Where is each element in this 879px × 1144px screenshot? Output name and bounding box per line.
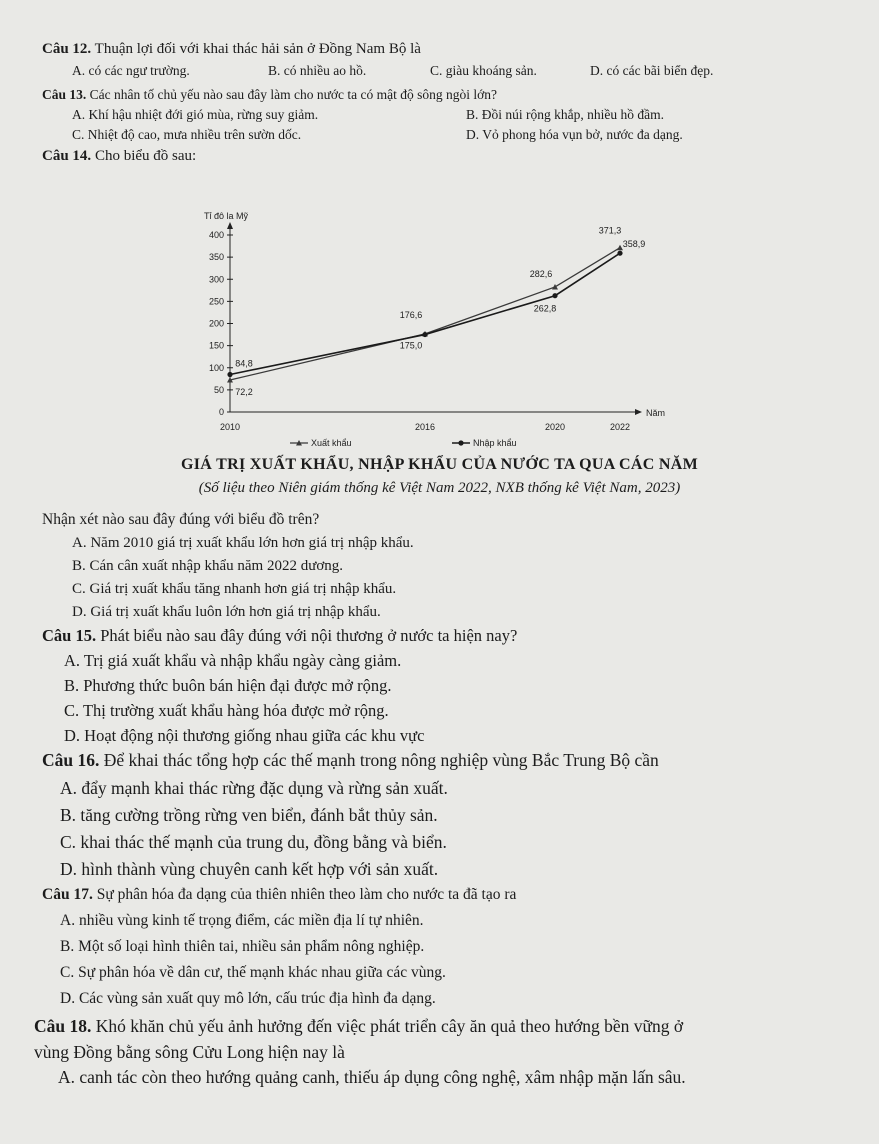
q18-stem xyxy=(34,1015,683,1037)
import-point xyxy=(552,293,557,298)
import-data-label: 175,0 xyxy=(399,340,423,351)
q15-title: Câu 15. xyxy=(42,626,97,645)
q15-option-d[interactable]: D. Hoạt động nội thương giống nhau giữa các khu vực xyxy=(64,726,425,745)
q14-title: Câu 14. xyxy=(42,148,92,164)
y-tick-label: 50 xyxy=(213,384,224,395)
q13-title: Câu 13. xyxy=(42,87,87,102)
q14-question: Nhận xét nào sau đây đúng với biểu đồ trên? xyxy=(42,511,320,528)
q17-option-b[interactable]: B. Một số loại hình thiên tai, nhiều sản phẩm nông nghiệp. xyxy=(60,938,425,955)
y-tick-label: 0 xyxy=(218,407,224,417)
q14-stem xyxy=(42,147,196,165)
q12-option-d[interactable]: D. có các bãi biển đẹp. xyxy=(590,63,714,78)
legend-import-label: Nhập khẩu xyxy=(473,438,517,448)
q15-stem xyxy=(42,626,517,646)
x-tick-label: 2022 xyxy=(609,422,631,432)
q13-option-c[interactable]: C. Nhiệt độ cao, mưa nhiều trên sườn dốc. xyxy=(72,127,302,142)
q15-text: Phát biểu nào sau đây đúng với nội thương ở nước ta hiện nay? xyxy=(100,626,518,645)
q17-option-c[interactable]: C. Sự phân hóa về dân cư, thế mạnh khác nhau giữa các vùng. xyxy=(60,964,446,981)
legend-import-marker xyxy=(458,440,463,445)
q16-option-d[interactable]: D. hình thành vùng chuyên canh kết hợp với sản xuất. xyxy=(60,859,439,879)
q15-option-c[interactable]: C. Thị trường xuất khẩu hàng hóa được mở rộng. xyxy=(64,701,389,720)
q18-text-1: Khó khăn chủ yếu ảnh hưởng đến việc phát triển cây ăn quả theo hướng bền vững ở xyxy=(95,1016,684,1036)
q17-title: Câu 17. xyxy=(42,886,93,903)
import-point xyxy=(422,332,427,337)
q16-stem xyxy=(42,749,659,771)
y-axis-arrow xyxy=(227,222,233,229)
q12-title: Câu 12. xyxy=(42,41,92,57)
q12-text: Thuận lợi đối với khai thác hải sản ở Đồng Nam Bộ là xyxy=(94,41,421,57)
y-tick-label: 150 xyxy=(208,340,224,351)
import-data-label: 84,8 xyxy=(235,358,253,369)
q13-stem xyxy=(42,86,497,104)
export-data-label: 371,3 xyxy=(598,225,622,236)
x-tick-label: 2016 xyxy=(414,422,436,432)
import-series-line xyxy=(230,253,620,374)
import-data-label: 358,9 xyxy=(622,239,646,250)
q16-option-c[interactable]: C. khai thác thế mạnh của trung du, đồng bằng và biển. xyxy=(60,832,447,852)
x-tick-label: 2020 xyxy=(544,422,566,432)
legend-export-label: Xuất khẩu xyxy=(311,438,352,448)
chart-source: (Số liệu theo Niên giám thống kê Việt Nam 2022, NXB thống kê Việt Nam, 2023) xyxy=(198,480,681,496)
q14-text: Cho biểu đồ sau: xyxy=(94,148,197,164)
q12-stem xyxy=(42,40,421,58)
q14-option-d[interactable]: D. Giá trị xuất khẩu luôn lớn hơn giá trị nhập khẩu. xyxy=(72,604,381,620)
chart-title: GIÁ TRỊ XUẤT KHẨU, NHẬP KHẨU CỦA NƯỚC TA QUA CÁC NĂM xyxy=(181,456,698,473)
x-tick-label: 2010 xyxy=(219,422,241,432)
y-tick-label: 100 xyxy=(208,362,224,373)
x-axis-arrow xyxy=(635,409,642,415)
q15-option-a[interactable]: A. Trị giá xuất khẩu và nhập khẩu ngày càng giảm. xyxy=(64,651,402,670)
q17-option-d[interactable]: D. Các vùng sản xuất quy mô lớn, cấu trúc địa hình đa dạng. xyxy=(60,990,436,1007)
q17-text: Sự phân hóa đa dạng của thiên nhiên theo làm cho nước ta đã tạo ra xyxy=(96,886,517,903)
q14-option-a[interactable]: A. Năm 2010 giá trị xuất khẩu lớn hơn giá trị nhập khẩu. xyxy=(72,535,414,551)
y-tick-label: 350 xyxy=(208,252,224,263)
import-point xyxy=(617,251,622,256)
q13-option-d[interactable]: D. Vỏ phong hóa vụn bở, nước đa dạng. xyxy=(466,127,683,142)
q16-option-a[interactable]: A. đẩy mạnh khai thác rừng đặc dụng và rừng sản xuất. xyxy=(60,778,448,798)
q18-title: Câu 18. xyxy=(34,1016,92,1036)
q13-option-a[interactable]: A. Khí hậu nhiệt đới gió mùa, rừng suy giảm. xyxy=(72,107,319,122)
q16-option-b[interactable]: B. tăng cường trồng rừng ven biển, đánh bắt thủy sản. xyxy=(60,805,438,825)
q18-option-a[interactable]: A. canh tác còn theo hướng quảng canh, thiếu áp dụng công nghệ, xâm nhập mặn lấn sâu. xyxy=(58,1067,686,1087)
import-point xyxy=(227,372,232,377)
q17-stem xyxy=(42,886,516,904)
y-tick-label: 300 xyxy=(208,274,224,285)
y-tick-label: 250 xyxy=(208,296,224,307)
y-tick-label: 200 xyxy=(208,318,224,329)
q16-title: Câu 16. xyxy=(42,750,100,770)
q17-option-a[interactable]: A. nhiều vùng kinh tế trọng điểm, các miền địa lí tự nhiên. xyxy=(60,912,424,929)
export-data-label: 176,6 xyxy=(399,309,423,320)
trade-line-chart xyxy=(190,205,690,455)
q12-option-a[interactable]: A. có các ngư trường. xyxy=(72,63,190,78)
q12-option-c[interactable]: C. giàu khoáng sản. xyxy=(430,63,537,78)
export-point xyxy=(552,284,558,290)
x-axis-label: Năm xyxy=(646,408,666,418)
q14-option-c[interactable]: C. Giá trị xuất khẩu tăng nhanh hơn giá trị nhập khẩu. xyxy=(72,581,397,597)
export-data-label: 72,2 xyxy=(235,387,253,398)
q13-option-b[interactable]: B. Đồi núi rộng khắp, nhiều hồ đầm. xyxy=(466,107,664,122)
q12-option-b[interactable]: B. có nhiều ao hồ. xyxy=(268,63,367,78)
y-tick-label: 400 xyxy=(208,230,224,240)
export-data-label: 282,6 xyxy=(529,268,553,279)
q16-text: Để khai thác tổng hợp các thế mạnh trong nông nghiệp vùng Bắc Trung Bộ cần xyxy=(103,750,659,770)
y-axis-label: Tỉ đô la Mỹ xyxy=(204,211,249,221)
q13-text: Các nhân tố chủ yếu nào sau đây làm cho nước ta có mật độ sông ngòi lớn? xyxy=(89,87,498,102)
q18-text-2: vùng Đồng bằng sông Cửu Long hiện nay là xyxy=(34,1042,345,1062)
q15-option-b[interactable]: B. Phương thức buôn bán hiện đại được mở rộng. xyxy=(64,676,392,695)
q14-option-b[interactable]: B. Cán cân xuất nhập khẩu năm 2022 dương. xyxy=(72,558,344,574)
import-data-label: 262,8 xyxy=(533,303,557,314)
export-series-line xyxy=(230,248,620,380)
